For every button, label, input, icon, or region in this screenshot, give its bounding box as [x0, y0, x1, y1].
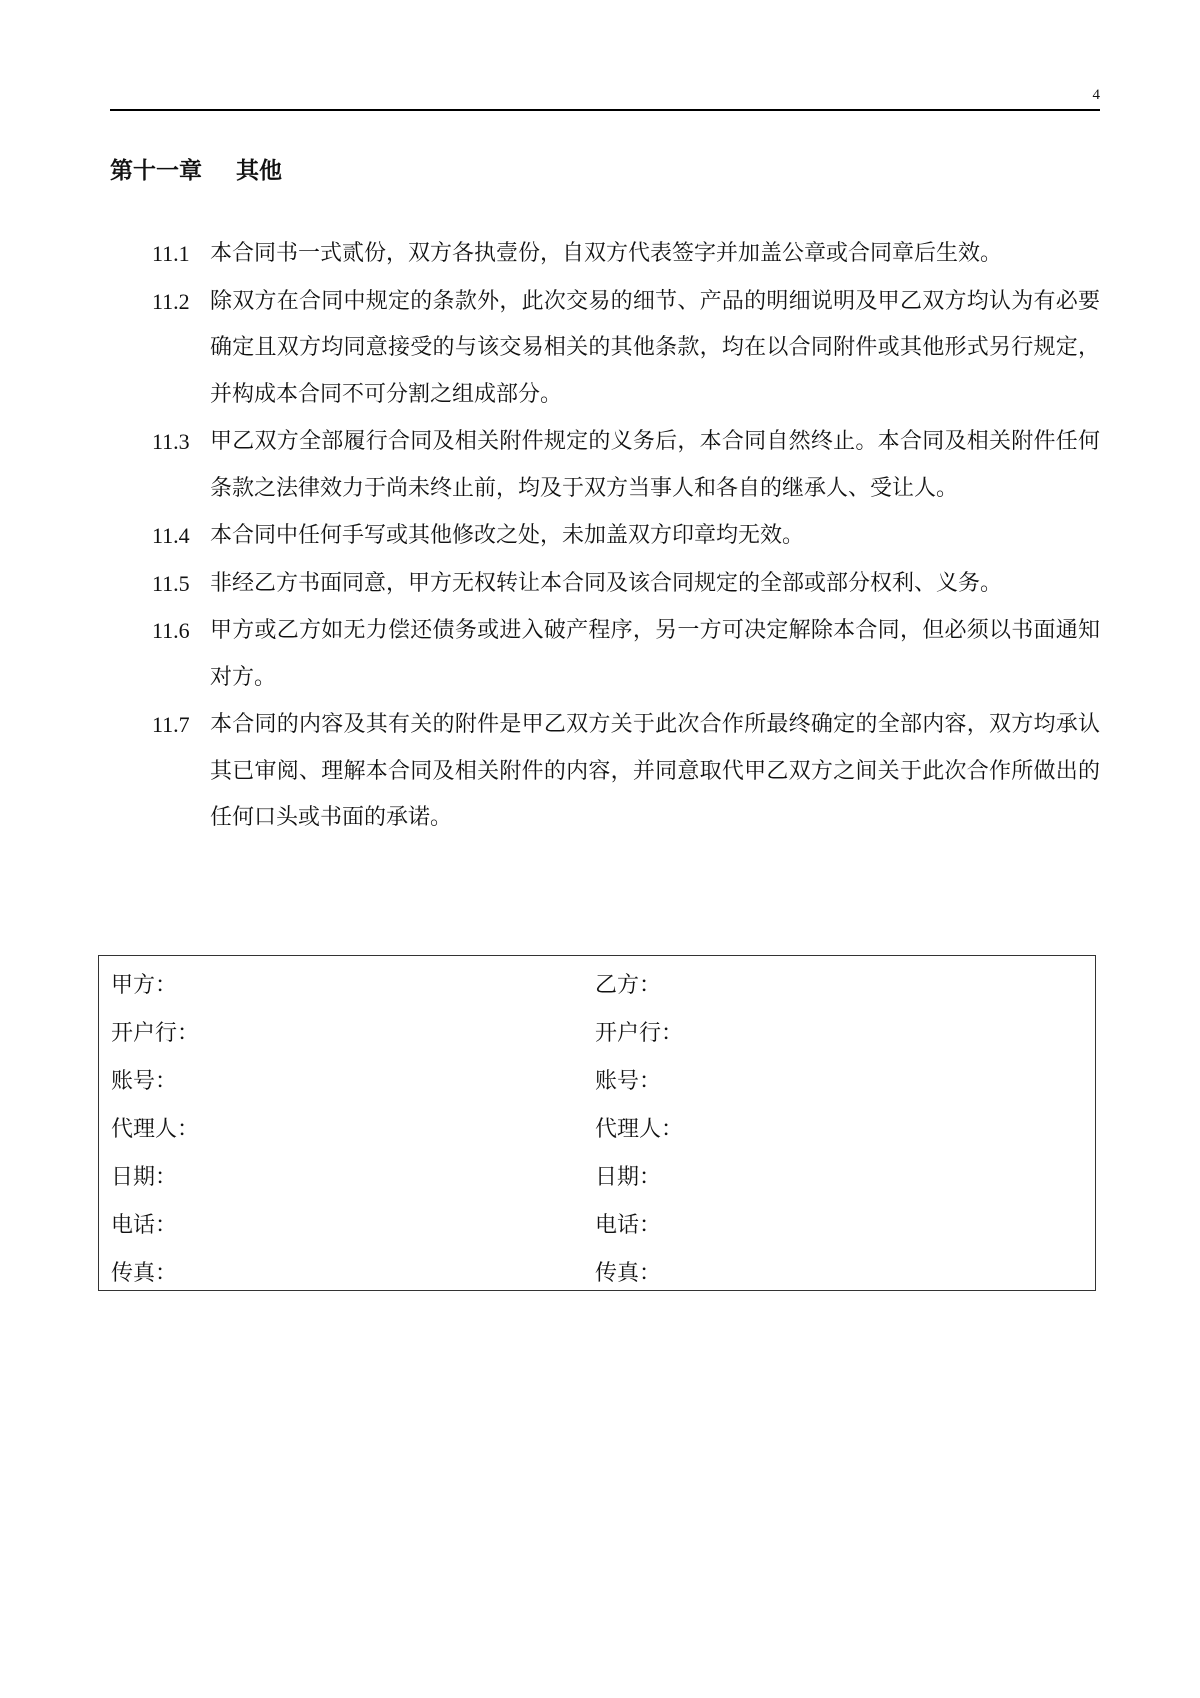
- header-divider: [110, 109, 1100, 111]
- clause-11-6: [152, 608, 1100, 701]
- clause-number: 11.3: [152, 429, 190, 454]
- party-b-fax-field: 传真：: [595, 1261, 662, 1286]
- chapter-heading: [110, 157, 282, 185]
- party-b-agent-field: 代理人：: [595, 1117, 684, 1142]
- clause-text: 本合同书一式贰份，双方各执壹份，自双方代表签字并加盖公章或合同章后生效。: [210, 241, 1003, 266]
- clause-11-4: [152, 513, 1100, 560]
- clause-number: 11.4: [152, 523, 190, 548]
- party-b-phone-field: 电话：: [595, 1213, 662, 1238]
- clause-text: 本合同的内容及其有关的附件是甲乙双方关于此次合作所最终确定的全部内容，双方均承认其已审阅、理解本合同及相关附件的内容，并同意取代甲乙双方之间关于此次合作所做出的任何口头或书面的承诺。: [210, 712, 1100, 830]
- party-b-bank-field: 开户行：: [595, 1021, 684, 1046]
- party-a-bank-field: 开户行：: [111, 1021, 200, 1046]
- clause-11-3: [152, 419, 1100, 512]
- chapter-label: 第十一章: [110, 158, 202, 184]
- clause-11-2: [152, 279, 1100, 419]
- party-b-date-field: 日期：: [595, 1165, 662, 1190]
- clause-text: 除双方在合同中规定的条款外，此次交易的细节、产品的明细说明及甲乙双方均认为有必要确定且双方均同意接受的与该交易相关的其他条款，均在以合同附件或其他形式另行规定，并构成本合同不可分割之组成部分。: [210, 288, 1100, 407]
- clause-11-7: [152, 702, 1100, 842]
- party-a-name-field: 甲方：: [111, 973, 178, 998]
- clause-number: 11.7: [152, 712, 190, 737]
- party-a-agent-field: 代理人：: [111, 1117, 200, 1142]
- page-number: 4: [1092, 87, 1100, 103]
- clause-text: 甲乙双方全部履行合同及相关附件规定的义务后，本合同自然终止。本合同及相关附件任何条款之法律效力于尚未终止前，均及于双方当事人和各自的继承人、受让人。: [210, 429, 1100, 501]
- party-a-account-field: 账号：: [111, 1069, 178, 1094]
- party-a-column: [111, 966, 199, 1302]
- party-a-fax-field: 传真：: [111, 1261, 178, 1286]
- clause-text: 本合同中任何手写或其他修改之处，未加盖双方印章均无效。: [210, 523, 805, 548]
- party-b-account-field: 账号：: [595, 1069, 662, 1094]
- clause-11-1: [152, 231, 1100, 278]
- clause-number: 11.5: [152, 570, 190, 596]
- signature-table: [98, 955, 1096, 1291]
- party-a-date-field: 日期：: [111, 1165, 178, 1190]
- party-b-column: [595, 966, 683, 1302]
- party-b-name-field: 乙方：: [595, 973, 662, 998]
- clause-text: 甲方或乙方如无力偿还债务或进入破产程序，另一方可决定解除本合同，但必须以书面通知对方。: [210, 618, 1100, 690]
- clause-text: 非经乙方书面同意，甲方无权转让本合同及该合同规定的全部或部分权利、义务。: [210, 570, 1003, 596]
- clause-list: [152, 231, 1100, 843]
- clause-number: 11.1: [152, 241, 190, 266]
- clause-11-5: [152, 561, 1100, 608]
- clause-number: 11.6: [152, 618, 190, 643]
- chapter-title: 其他: [236, 158, 282, 184]
- clause-number: 11.2: [152, 288, 190, 314]
- party-a-phone-field: 电话：: [111, 1213, 178, 1238]
